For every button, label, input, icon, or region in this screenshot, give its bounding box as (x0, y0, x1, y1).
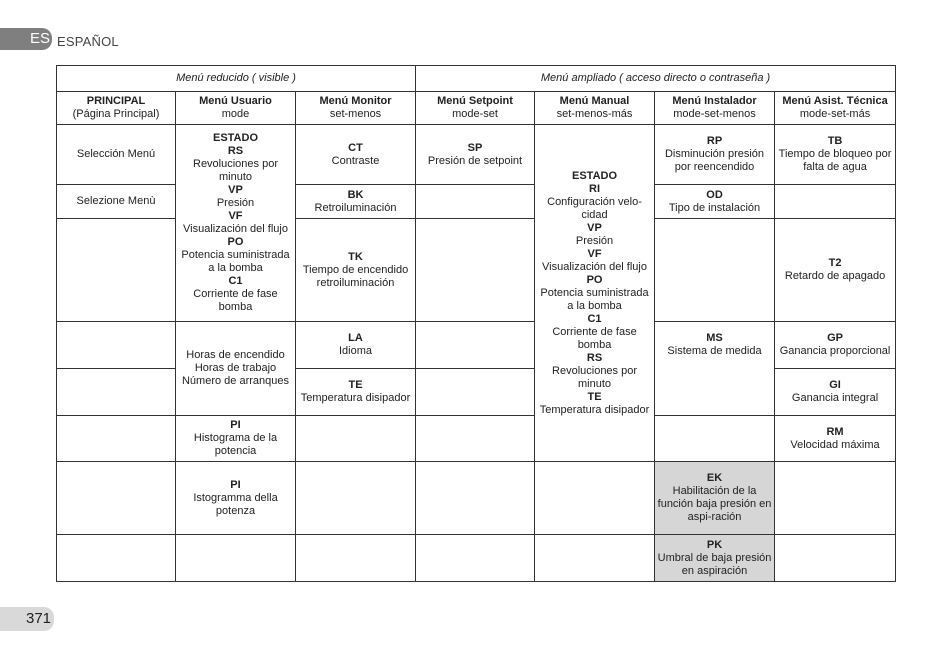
column-header-manual: Menú Manual set-menos-más (535, 92, 655, 125)
setpoint-empty-cell (416, 219, 535, 322)
menu-structure-table (56, 65, 896, 582)
instalador-empty-cell (655, 416, 775, 462)
asistencia-empty-cell (775, 185, 896, 219)
setpoint-empty-cell (416, 185, 535, 219)
instalador-cell-ek: EK Habilitación de la función baja presión en aspi-ración (655, 462, 775, 535)
column-header-setpoint: Menú Setpoint mode-set (416, 92, 535, 125)
principal-empty-cell (57, 416, 176, 462)
principal-empty-cell (57, 322, 176, 369)
principal-empty-cell (57, 535, 176, 582)
group-header-reduced: Menú reducido ( visible ) (57, 66, 416, 92)
language-badge: ES (0, 28, 52, 50)
asistencia-cell-tb: TB Tiempo de bloqueo por falta de agua (775, 125, 896, 185)
asistencia-cell-t2: T2 Retardo de apagado (775, 219, 896, 322)
usuario-empty-cell (176, 535, 296, 582)
monitor-cell-tk: TK Tiempo de encendido retroiluminación (296, 219, 416, 322)
monitor-empty-cell (296, 535, 416, 582)
column-header-principal: PRINCIPAL (Página Principal) (57, 92, 176, 125)
language-name: ESPAÑOL (57, 34, 119, 49)
monitor-cell-te: TE Temperatura disipador (296, 369, 416, 416)
monitor-cell-la: LA Idioma (296, 322, 416, 369)
asistencia-cell-gi: GI Ganancia integral (775, 369, 896, 416)
asistencia-cell-gp: GP Ganancia proporcional (775, 322, 896, 369)
manual-estado-cell: ESTADO RI Configuración velo-cidad VP Presión VF Visualización del flujo PO Potencia suministrada a la bomba C1 Corriente de fase bomba RS Revoluciones por minuto TE Temperatura disipador (535, 125, 655, 462)
column-header-instalador: Menú Instalador mode-set-menos (655, 92, 775, 125)
usuario-hours-cell: Horas de encendido Horas de trabajo Número de arranques (176, 322, 296, 416)
principal-empty-cell (57, 369, 176, 416)
instalador-cell-rp: RP Disminución presión por reencendido (655, 125, 775, 185)
column-header-usuario: Menú Usuario mode (176, 92, 296, 125)
usuario-cell-pi-es: PI Histograma de la potencia (176, 416, 296, 462)
principal-empty-cell (57, 219, 176, 322)
page-number: 371 (0, 607, 54, 631)
setpoint-empty-cell (416, 416, 535, 462)
instalador-cell-pk: PK Umbral de baja presión en aspiración (655, 535, 775, 582)
instalador-cell-od: OD Tipo de instalación (655, 185, 775, 219)
instalador-cell-ms: MS Sistema de medida (655, 322, 775, 416)
asistencia-empty-cell (775, 462, 896, 535)
asistencia-empty-cell (775, 535, 896, 582)
setpoint-empty-cell (416, 369, 535, 416)
asistencia-cell-rm: RM Velocidad máxima (775, 416, 896, 462)
usuario-cell-pi-it: PI Istogramma della potenza (176, 462, 296, 535)
principal-cell-seleccion: Selección Menú (57, 125, 176, 185)
setpoint-empty-cell (416, 322, 535, 369)
monitor-cell-bk: BK Retroiluminación (296, 185, 416, 219)
instalador-empty-cell (655, 219, 775, 322)
manual-empty-cell (535, 535, 655, 582)
column-header-monitor: Menú Monitor set-menos (296, 92, 416, 125)
usuario-estado-cell: ESTADO RS Revoluciones por minuto VP Presión VF Visualización del flujo PO Potencia suministrada a la bomba C1 Corriente de fase bomba (176, 125, 296, 322)
principal-empty-cell (57, 462, 176, 535)
principal-cell-selezione: Selezione Menù (57, 185, 176, 219)
monitor-cell-ct: CT Contraste (296, 125, 416, 185)
monitor-empty-cell (296, 462, 416, 535)
column-header-asistencia: Menú Asist. Técnica mode-set-más (775, 92, 896, 125)
manual-empty-cell (535, 462, 655, 535)
setpoint-empty-cell (416, 535, 535, 582)
group-header-extended: Menú ampliado ( acceso directo o contraseña ) (416, 66, 896, 92)
setpoint-empty-cell (416, 462, 535, 535)
setpoint-cell-sp: SP Presión de setpoint (416, 125, 535, 185)
monitor-empty-cell (296, 416, 416, 462)
